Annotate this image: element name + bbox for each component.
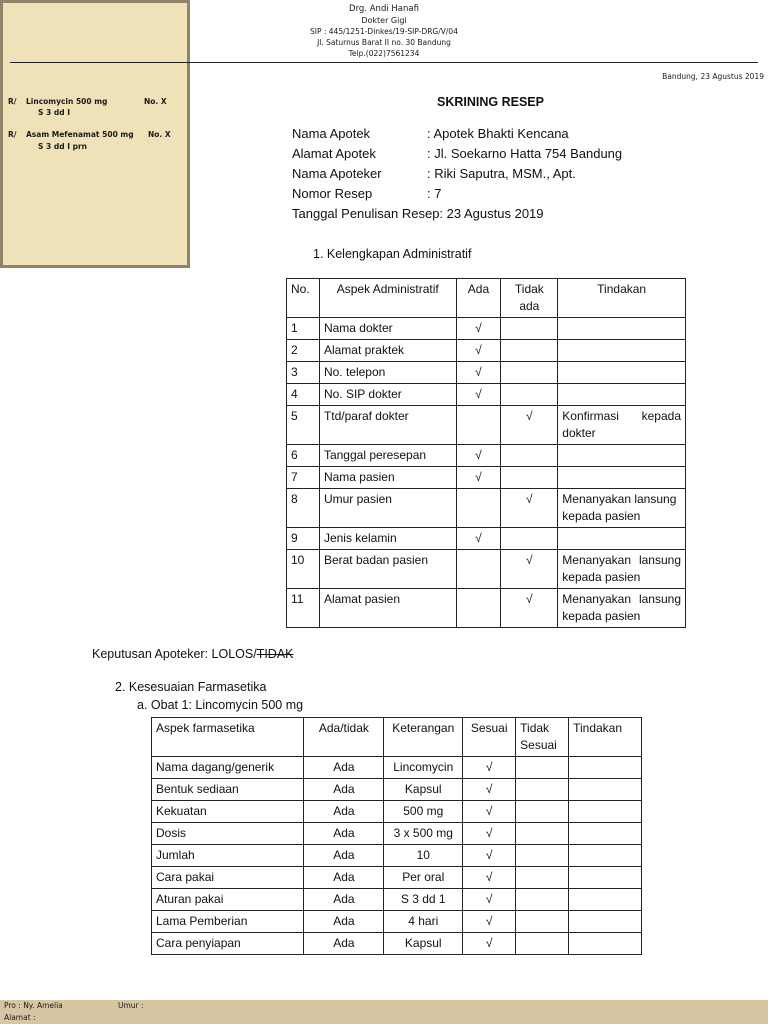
admin-tindakan: Menanyakan lansung kepada pasien bbox=[558, 550, 686, 589]
rx-role: Dokter Gigi bbox=[361, 16, 407, 25]
farm-keterangan: 3 x 500 mg bbox=[384, 823, 463, 845]
rx-address: Jl. Saturnus Barat II no. 30 Bandung bbox=[317, 38, 451, 47]
admin-header-row bbox=[287, 279, 686, 318]
table-row bbox=[287, 589, 686, 628]
farm-tidak-sesuai bbox=[516, 757, 569, 779]
rx-umur: Umur : bbox=[118, 1001, 144, 1010]
table-row bbox=[152, 779, 642, 801]
farm-ada: Ada bbox=[304, 779, 384, 801]
admin-aspek: No. SIP dokter bbox=[319, 384, 456, 406]
admin-tidak: √ bbox=[501, 406, 558, 445]
farm-ada: Ada bbox=[304, 867, 384, 889]
farm-keterangan: 500 mg bbox=[384, 801, 463, 823]
farm-sesuai: √ bbox=[463, 867, 516, 889]
farm-tidak-sesuai bbox=[516, 933, 569, 955]
farm-ada: Ada bbox=[304, 757, 384, 779]
admin-ada: √ bbox=[456, 528, 501, 550]
farm-tindakan bbox=[569, 845, 642, 867]
farm-tidak-sesuai bbox=[516, 889, 569, 911]
table-row bbox=[152, 867, 642, 889]
section-2a-heading: a. Obat 1: Lincomycin 500 mg bbox=[137, 698, 304, 712]
admin-aspek: Nama dokter bbox=[319, 318, 456, 340]
farm-sesuai: √ bbox=[463, 911, 516, 933]
farm-tidak-sesuai bbox=[516, 801, 569, 823]
info-value-nama-apoteker: : Riki Saputra, MSM., Apt. bbox=[427, 166, 576, 181]
rx-phone: Telp.(022)7561234 bbox=[348, 49, 420, 58]
table-row bbox=[152, 911, 642, 933]
admin-tidak bbox=[501, 384, 558, 406]
farm-aspek: Aturan pakai bbox=[152, 889, 304, 911]
admin-aspek: Alamat praktek bbox=[319, 340, 456, 362]
table-row bbox=[287, 406, 686, 445]
farm-ada: Ada bbox=[304, 801, 384, 823]
farmasetika-table bbox=[151, 717, 642, 955]
farm-sesuai: √ bbox=[463, 845, 516, 867]
farm-sesuai: √ bbox=[463, 779, 516, 801]
table-row bbox=[287, 340, 686, 362]
farm-header-row bbox=[152, 718, 642, 757]
farm-ada: Ada bbox=[304, 823, 384, 845]
farm-keterangan: Kapsul bbox=[384, 779, 463, 801]
farm-keterangan: S 3 dd 1 bbox=[384, 889, 463, 911]
rx1-sig: S 3 dd I bbox=[38, 108, 70, 117]
farm-keterangan: 4 hari bbox=[384, 911, 463, 933]
farm-ada: Ada bbox=[304, 933, 384, 955]
farm-tidak-sesuai bbox=[516, 911, 569, 933]
admin-tindakan bbox=[558, 528, 686, 550]
admin-header-no: No. bbox=[287, 279, 320, 318]
admin-aspek: Ttd/paraf dokter bbox=[319, 406, 456, 445]
farm-header-tindakan: Tindakan bbox=[569, 718, 642, 757]
farm-aspek: Dosis bbox=[152, 823, 304, 845]
admin-no: 5 bbox=[287, 406, 320, 445]
admin-aspek: Jenis kelamin bbox=[319, 528, 456, 550]
farm-keterangan: Per oral bbox=[384, 867, 463, 889]
farm-sesuai: √ bbox=[463, 889, 516, 911]
table-row bbox=[152, 823, 642, 845]
table-row bbox=[287, 318, 686, 340]
admin-tidak bbox=[501, 362, 558, 384]
admin-ada bbox=[456, 550, 501, 589]
rx-pro: Pro : Ny. Amelia bbox=[4, 1001, 63, 1010]
admin-no: 8 bbox=[287, 489, 320, 528]
admin-no: 7 bbox=[287, 467, 320, 489]
admin-tidak bbox=[501, 340, 558, 362]
admin-tindakan bbox=[558, 340, 686, 362]
admin-tindakan bbox=[558, 362, 686, 384]
farm-tidak-sesuai bbox=[516, 867, 569, 889]
farm-tindakan bbox=[569, 867, 642, 889]
keputusan-tidak-strikethrough: TIDAK bbox=[256, 647, 294, 661]
farm-ada: Ada bbox=[304, 889, 384, 911]
keputusan-apoteker bbox=[92, 647, 294, 661]
rx2-symbol: R/ bbox=[8, 130, 17, 139]
info-label-nama-apoteker: Nama Apoteker bbox=[292, 166, 382, 181]
rx-bottom-band bbox=[0, 1000, 768, 1024]
rx1-drug: Lincomycin 500 mg bbox=[26, 97, 108, 106]
admin-aspek: Berat badan pasien bbox=[319, 550, 456, 589]
section-1-heading: 1. Kelengkapan Administratif bbox=[313, 247, 472, 261]
admin-tindakan bbox=[558, 384, 686, 406]
admin-aspek: Tanggal peresepan bbox=[319, 445, 456, 467]
info-value-alamat-apotek: : Jl. Soekarno Hatta 754 Bandung bbox=[427, 146, 623, 161]
farm-aspek: Cara penyiapan bbox=[152, 933, 304, 955]
rx-sip: SIP : 445/1251-Dinkes/19-SIP-DRG/V/04 bbox=[310, 27, 458, 36]
rx1-symbol: R/ bbox=[8, 97, 17, 106]
admin-header-tidak: Tidak ada bbox=[501, 279, 558, 318]
table-row bbox=[287, 384, 686, 406]
rx1-qty: No. X bbox=[144, 97, 167, 106]
admin-tidak bbox=[501, 318, 558, 340]
farm-header-ada: Ada/tidak bbox=[304, 718, 384, 757]
farm-aspek: Cara pakai bbox=[152, 867, 304, 889]
admin-ada: √ bbox=[456, 445, 501, 467]
admin-ada: √ bbox=[456, 384, 501, 406]
farm-ada: Ada bbox=[304, 911, 384, 933]
keputusan-prefix: Keputusan Apoteker: LOLOS/ bbox=[92, 647, 257, 661]
farm-sesuai: √ bbox=[463, 933, 516, 955]
info-label-alamat-apotek: Alamat Apotek bbox=[292, 146, 376, 161]
farm-aspek: Nama dagang/generik bbox=[152, 757, 304, 779]
farm-tindakan bbox=[569, 933, 642, 955]
admin-ada bbox=[456, 406, 501, 445]
admin-tidak bbox=[501, 467, 558, 489]
rx2-sig: S 3 dd I prn bbox=[38, 142, 87, 151]
admin-header-tindakan: Tindakan bbox=[558, 279, 686, 318]
admin-no: 2 bbox=[287, 340, 320, 362]
admin-ada: √ bbox=[456, 318, 501, 340]
admin-tidak: √ bbox=[501, 550, 558, 589]
farm-keterangan: Lincomycin bbox=[384, 757, 463, 779]
table-row bbox=[152, 801, 642, 823]
admin-no: 3 bbox=[287, 362, 320, 384]
table-row bbox=[287, 489, 686, 528]
admin-aspek: No. telepon bbox=[319, 362, 456, 384]
admin-ada bbox=[456, 489, 501, 528]
table-row bbox=[287, 445, 686, 467]
admin-aspek: Alamat pasien bbox=[319, 589, 456, 628]
farm-tidak-sesuai bbox=[516, 845, 569, 867]
rx2-qty: No. X bbox=[148, 130, 171, 139]
farm-sesuai: √ bbox=[463, 757, 516, 779]
farm-header-sesuai: Sesuai bbox=[463, 718, 516, 757]
rx2-drug: Asam Mefenamat 500 mg bbox=[26, 130, 134, 139]
farm-aspek: Kekuatan bbox=[152, 801, 304, 823]
page-title: SKRINING RESEP bbox=[437, 95, 544, 109]
admin-no: 9 bbox=[287, 528, 320, 550]
farm-sesuai: √ bbox=[463, 823, 516, 845]
rx-doctor: Drg. Andi Hanafi bbox=[349, 4, 419, 14]
table-row bbox=[152, 889, 642, 911]
admin-ada: √ bbox=[456, 467, 501, 489]
farm-tindakan bbox=[569, 911, 642, 933]
table-row bbox=[287, 528, 686, 550]
farm-aspek: Lama Pemberian bbox=[152, 911, 304, 933]
farm-tidak-sesuai bbox=[516, 779, 569, 801]
info-label-nama-apotek: Nama Apotek bbox=[292, 126, 371, 141]
admin-no: 1 bbox=[287, 318, 320, 340]
admin-no: 10 bbox=[287, 550, 320, 589]
farm-tindakan bbox=[569, 779, 642, 801]
admin-ada: √ bbox=[456, 362, 501, 384]
table-row bbox=[152, 757, 642, 779]
table-row bbox=[287, 467, 686, 489]
admin-tindakan bbox=[558, 445, 686, 467]
farm-tindakan bbox=[569, 889, 642, 911]
admin-tindakan: Konfirmasi kepada dokter bbox=[558, 406, 686, 445]
section-2-heading: 2. Kesesuaian Farmasetika bbox=[115, 680, 267, 694]
farm-aspek: Bentuk sediaan bbox=[152, 779, 304, 801]
table-row bbox=[287, 550, 686, 589]
admin-aspek: Umur pasien bbox=[319, 489, 456, 528]
info-value-nama-apotek: : Apotek Bhakti Kencana bbox=[427, 126, 569, 141]
info-value-nomor-resep: : 7 bbox=[427, 186, 442, 201]
admin-ada: √ bbox=[456, 340, 501, 362]
farm-keterangan: Kapsul bbox=[384, 933, 463, 955]
farm-sesuai: √ bbox=[463, 801, 516, 823]
rx-divider bbox=[10, 62, 758, 63]
admin-tindakan bbox=[558, 318, 686, 340]
farm-header-keterangan: Keterangan bbox=[384, 718, 463, 757]
rx-date: Bandung, 23 Agustus 2019 bbox=[662, 72, 764, 81]
admin-no: 4 bbox=[287, 384, 320, 406]
farm-header-tidak-sesuai: Tidak Sesuai bbox=[516, 718, 569, 757]
farm-keterangan: 10 bbox=[384, 845, 463, 867]
table-row bbox=[152, 845, 642, 867]
rx-alamat: Alamat : bbox=[4, 1013, 36, 1022]
admin-tindakan: Menanyakan lansung kepada pasien bbox=[558, 589, 686, 628]
admin-tidak bbox=[501, 445, 558, 467]
info-tanggal: Tanggal Penulisan Resep: 23 Agustus 2019 bbox=[292, 206, 544, 221]
admin-aspek: Nama pasien bbox=[319, 467, 456, 489]
farm-tindakan bbox=[569, 823, 642, 845]
admin-tidak: √ bbox=[501, 589, 558, 628]
farm-header-aspek: Aspek farmasetika bbox=[152, 718, 304, 757]
admin-tindakan: Menanyakan lansung kepada pasien bbox=[558, 489, 686, 528]
admin-ada bbox=[456, 589, 501, 628]
admin-header-aspek: Aspek Administratif bbox=[319, 279, 456, 318]
admin-no: 6 bbox=[287, 445, 320, 467]
info-label-nomor-resep: Nomor Resep bbox=[292, 186, 373, 201]
farm-tindakan bbox=[569, 757, 642, 779]
farm-tidak-sesuai bbox=[516, 823, 569, 845]
admin-tidak: √ bbox=[501, 489, 558, 528]
table-row bbox=[287, 362, 686, 384]
farm-tindakan bbox=[569, 801, 642, 823]
admin-header-ada: Ada bbox=[456, 279, 501, 318]
admin-table bbox=[286, 278, 686, 628]
admin-tindakan bbox=[558, 467, 686, 489]
admin-no: 11 bbox=[287, 589, 320, 628]
farm-aspek: Jumlah bbox=[152, 845, 304, 867]
admin-tidak bbox=[501, 528, 558, 550]
farm-ada: Ada bbox=[304, 845, 384, 867]
table-row bbox=[152, 933, 642, 955]
